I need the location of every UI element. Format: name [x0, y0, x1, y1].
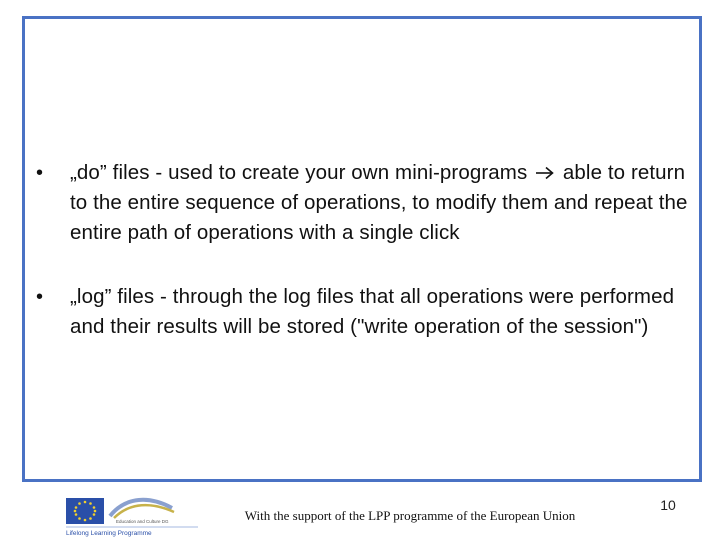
bullet-text-part-2: able to return to the entire sequence of operations, to modify them and repeat the entire path of operations with a single click: [70, 161, 688, 244]
footer-support-text: With the support of the LPP programme of the European Union: [244, 508, 576, 523]
page-number: 10: [660, 497, 676, 513]
llp-label: Lifelong Learning Programme: [66, 530, 152, 537]
education-culture-label: Education and Culture DG: [116, 519, 169, 524]
bullet-item-do-files: [36, 158, 698, 248]
bullet-text: „log” files - through the log files that all operations were performed and their results will be stored ("write operation of the session"): [70, 285, 675, 338]
bullet-list: [36, 158, 698, 342]
bullet-item-log-files: [36, 282, 698, 342]
bullet-marker: •: [36, 286, 44, 308]
right-arrow-icon: [535, 166, 555, 180]
bullet-text-part-1: „do” files - used to create your own mini-programs: [70, 161, 528, 184]
bullet-marker: •: [36, 162, 44, 184]
